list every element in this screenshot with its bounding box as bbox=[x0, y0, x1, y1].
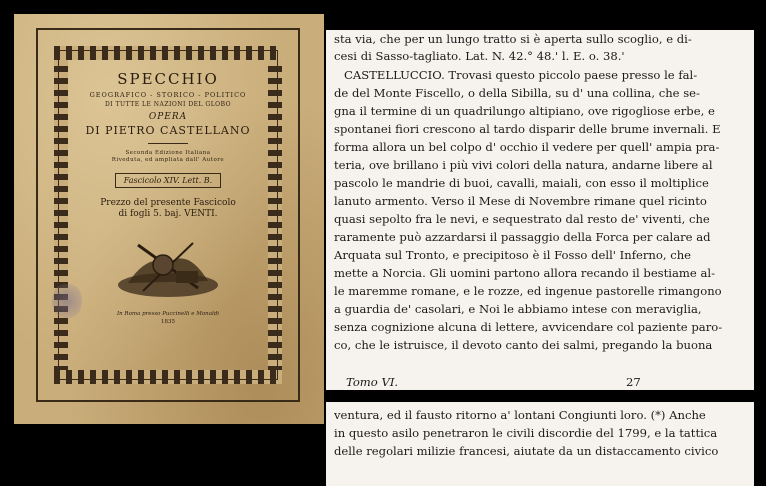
cover-edition-2: Riveduta, ed ampliata dall' Autore bbox=[111, 157, 225, 163]
page-line: quasi sepolto fra le nevi, e sequestrato dal resto de' viventi, che bbox=[334, 212, 710, 226]
page-line: mette a Norcia. Gli uomini partono allora recando il bestiame al- bbox=[334, 266, 715, 280]
cover-content bbox=[64, 56, 272, 374]
page-line: cesi di Sasso-tagliato. Lat. N. 42.° 48.' l. E. o. 38.' bbox=[334, 49, 625, 63]
cover-price-2: di fogli 5. baj. VENTI. bbox=[118, 209, 218, 219]
cover-subtitle-2: DI TUTTE LE NAZIONI DEL GLOBO bbox=[104, 101, 232, 108]
page-line: delle regolari milizie francesi, aiutate da un distaccamento civico bbox=[334, 444, 719, 458]
page-line: Arquata sul Tronto, e precipitoso è il Fosso dell' Inferno, che bbox=[334, 248, 692, 262]
page-line: a guardia de' casolari, e Noi le abbiamo intese con meraviglia, bbox=[334, 302, 702, 316]
cover-opera: OPERA bbox=[148, 112, 188, 122]
page-line: spontanei fiori crescono al tardo disparir delle brume invernali. E bbox=[334, 122, 721, 136]
page-line: senza cognizione alcuna di lettere, avvicendare col paziente paro- bbox=[334, 320, 723, 334]
cover-rule bbox=[148, 143, 188, 144]
page-line: sta via, che per un lungo tratto si è aperta sullo scoglio, e di- bbox=[334, 32, 692, 46]
page-line: gna il termine di un quadrilungo altipiano, ove rigogliose erbe, e bbox=[334, 104, 715, 118]
page-line: le maremme romane, e le rozze, ed ingenue pastorelle rimangono bbox=[334, 284, 722, 298]
cover-emblem-illustration bbox=[108, 233, 228, 303]
page-line: forma allora un bel colpo d' occhio il vedere per quell' ampia pra- bbox=[334, 140, 720, 154]
book-page bbox=[326, 30, 754, 486]
page-line: ventura, ed il fausto ritorno a' lontani Congiunti loro. (*) Anche bbox=[334, 408, 706, 422]
page-line: co, che le istruisce, il devoto canto dei salmi, pregando la buona bbox=[334, 338, 713, 352]
footer-page-number: 27 bbox=[626, 375, 641, 389]
cover-author: DI PIETRO CASTELLANO bbox=[85, 124, 251, 137]
page-line: raramente può azzardarsi il passaggio della Forca per calare ad bbox=[334, 230, 711, 244]
cover-fascicolo: Fascicolo XIV. Lett. B. bbox=[115, 173, 221, 188]
cover-year: 1835 bbox=[161, 319, 175, 325]
page-line: in questo asilo penetraron le civili discordie del 1799, e la tattica bbox=[334, 426, 718, 440]
cover-edition-1: Seconda Edizione Italiana bbox=[125, 150, 211, 156]
page-line: pascolo le mandrie di buoi, cavalli, maiali, con esso il moltiplice bbox=[334, 176, 709, 190]
page-gap bbox=[326, 390, 754, 402]
cover-subtitle-1: GEOGRAFICO - STORICO - POLITICO bbox=[89, 91, 247, 99]
page-line: CASTELLUCCIO. Trovasi questo piccolo paese presso le fal- bbox=[344, 68, 698, 82]
cover-imprint: In Roma presso Puccinelli e Monaldi bbox=[116, 311, 220, 317]
page-line: lanuto armento. Verso il Mese di Novembre rimane quel ricinto bbox=[334, 194, 707, 208]
cover-price-1: Prezzo del presente Fascicolo bbox=[100, 198, 236, 208]
page-footer bbox=[346, 375, 726, 389]
footer-volume: Tomo VI. bbox=[346, 375, 399, 389]
book-cover bbox=[14, 14, 324, 424]
page-line: de del Monte Fiscello, o della Sibilla, su d' una collina, che se- bbox=[334, 86, 700, 100]
page-line: teria, ove brillano i più vivi colori della natura, andarne libere al bbox=[334, 158, 713, 172]
cover-title: SPECCHIO bbox=[117, 70, 219, 88]
